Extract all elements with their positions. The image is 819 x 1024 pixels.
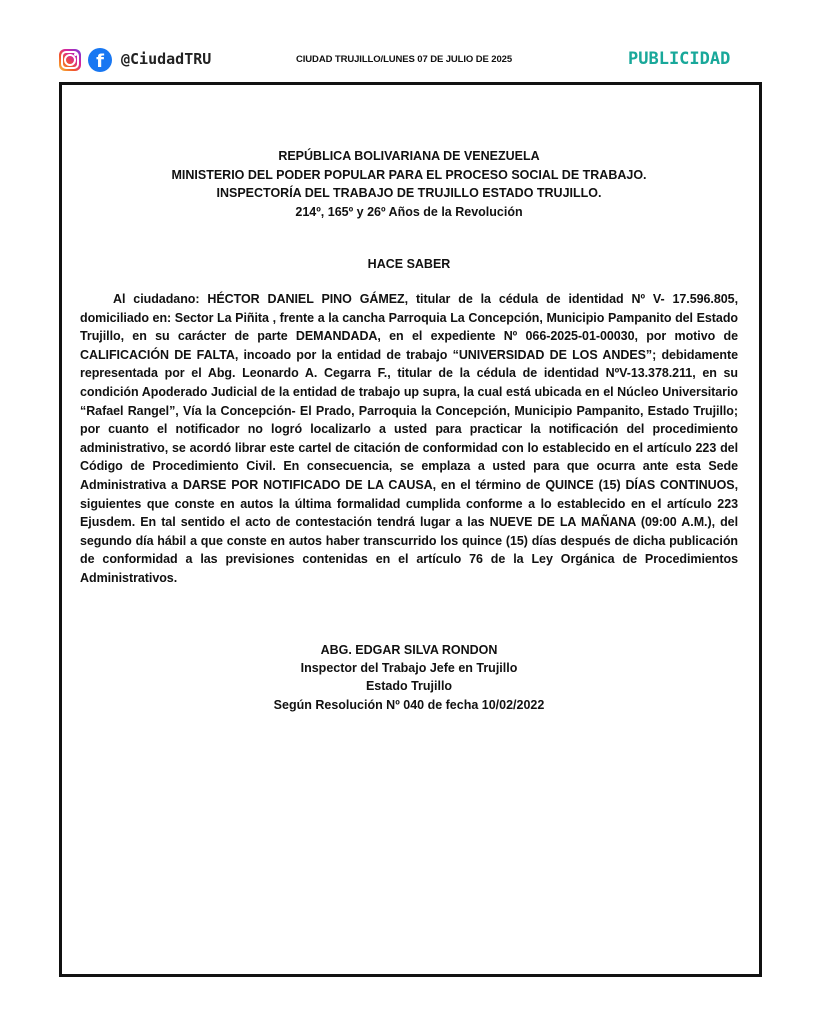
instagram-icon[interactable] bbox=[59, 49, 81, 71]
header-line: INSPECTORÍA DEL TRABAJO DE TRUJILLO ESTADO TRUJILLO. bbox=[216, 186, 602, 200]
notice-title: HACE SABER bbox=[367, 257, 451, 271]
header-line: 214º, 165º y 26º Años de la Revolución bbox=[295, 204, 523, 219]
signature-state: Estado Trujillo bbox=[365, 679, 453, 694]
publication-header bbox=[0, 0, 819, 82]
dateline: CIUDAD TRUJILLO/LUNES 07 DE JULIO DE 2025 bbox=[296, 54, 513, 65]
facebook-icon[interactable]: f bbox=[88, 48, 112, 72]
signature-resolution: Según Resolución Nº 040 de fecha 10/02/2022 bbox=[273, 697, 545, 712]
signature-block bbox=[80, 641, 738, 715]
social-handle[interactable]: @CiudadTRU bbox=[121, 50, 212, 68]
notice-body: Al ciudadano: HÉCTOR DANIEL PINO GÁMEZ, titular de la cédula de identidad Nº V- 17.596.805, domiciliado en: Sector La Piñita , frente a la cancha Parroquia La Concepción, Municipio Pampanito del Estado Trujillo, en su carácter de parte DEMANDADA, en el expediente Nº 066-2025-01-00030, por motivo de CALIFICACIÓN DE FALTA, incoado por la entidad de trabajo “UNIVERSIDAD DE LOS ANDES”; debidamente representada por el Abg. Leonardo A. Cegarra F., titular de la cédula de identidad NºV-13.378.211, en su condición Apoderado Judicial de la entidad de trabajo up supra, la cual está ubicada en el Núcleo Universitario “Rafael Rangel”, Vía la Concepción- El Prado, Parroquia la Concepción, Municipio Pampanito, Estado Trujillo; por cuanto el notificador no logró localizarlo a usted para practicar la notificación del procedimiento administrativo, se acordó librar este cartel de citación de conformidad con lo establecido en el artículo 223 del Código de Procedimiento Civil. En consecuencia, se emplaza a usted para que ocurra ante esta Sede Administrativa a DARSE POR NOTIFICADO DE LA CAUSA, en el término de QUINCE (15) DÍAS CONTINUOS, siguientes que conste en autos la última formalidad cumplida conforme a lo establecido en el artículo 223 Ejusdem. En tal sentido el acto de contestación tendrá lugar a las NUEVE DE LA MAÑANA (09:00 A.M.), del segundo día hábil a que conste en autos haber transcurrido los quince (15) días después de dicha publicación de conformidad a las previsiones contenidas en el artículo 76 de la Ley Orgánica de Procedimientos Administrativos. bbox=[80, 292, 738, 585]
signature-name: ABG. EDGAR SILVA RONDON bbox=[320, 642, 498, 657]
notice-content bbox=[80, 147, 738, 714]
notice-header bbox=[80, 147, 738, 221]
header-line: REPÚBLICA BOLIVARIANA DE VENEZUELA bbox=[278, 149, 540, 163]
header-line: MINISTERIO DEL PODER POPULAR PARA EL PROCESO SOCIAL DE TRABAJO. bbox=[171, 167, 647, 182]
signature-title: Inspector del Trabajo Jefe en Trujillo bbox=[300, 660, 518, 675]
section-label: PUBLICIDAD bbox=[628, 49, 731, 69]
